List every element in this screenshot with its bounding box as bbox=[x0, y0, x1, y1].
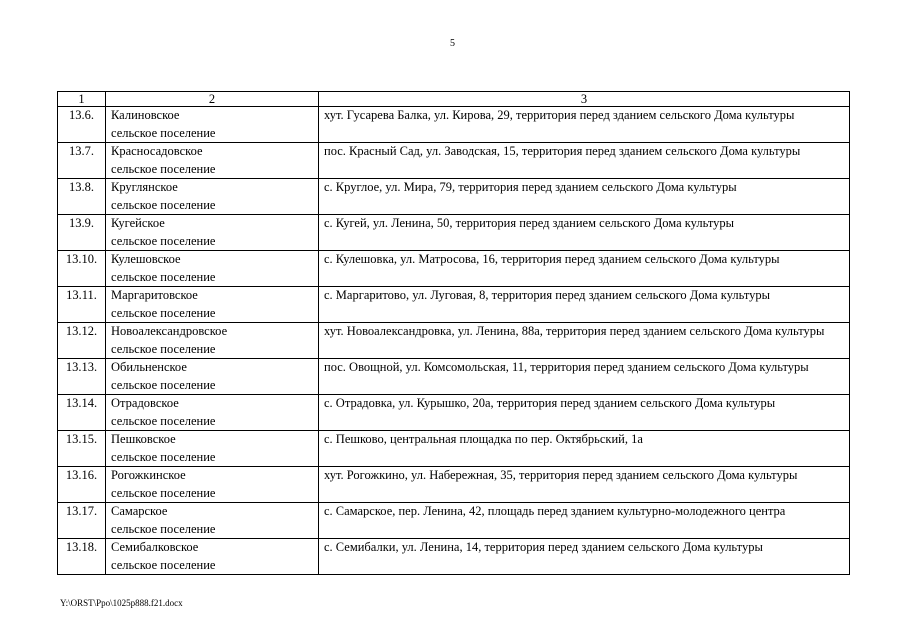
settlement-type: сельское поселение bbox=[111, 377, 216, 392]
settlement-name: Калиновское bbox=[111, 108, 180, 122]
row-number: 13.10. bbox=[58, 251, 106, 287]
row-number: 13.8. bbox=[58, 179, 106, 215]
settlement-cell bbox=[106, 251, 319, 287]
settlement-type: сельское поселение bbox=[111, 341, 216, 356]
address-cell: пос. Овощной, ул. Комсомольская, 11, территория перед зданием сельского Дома культуры bbox=[319, 359, 850, 395]
address-cell: с. Отрадовка, ул. Курышко, 20а, территория перед зданием сельского Дома культуры bbox=[319, 395, 850, 431]
address-cell: хут. Новоалександровка, ул. Ленина, 88а, территория перед зданием сельского Дома культуры bbox=[319, 323, 850, 359]
settlement-name: Обильненское bbox=[111, 360, 187, 374]
settlement-name: Семибалковское bbox=[111, 540, 199, 554]
column-header-address: 3 bbox=[319, 92, 850, 107]
column-header-settlement: 2 bbox=[106, 92, 319, 107]
row-number: 13.18. bbox=[58, 539, 106, 575]
address-cell: с. Пешково, центральная площадка по пер. Октябрьский, 1а bbox=[319, 431, 850, 467]
settlement-type: сельское поселение bbox=[111, 269, 216, 284]
row-number: 13.11. bbox=[58, 287, 106, 323]
settlement-cell bbox=[106, 143, 319, 179]
address-cell: с. Кугей, ул. Ленина, 50, территория перед зданием сельского Дома культуры bbox=[319, 215, 850, 251]
row-number: 13.7. bbox=[58, 143, 106, 179]
settlement-cell bbox=[106, 107, 319, 143]
address-cell: с. Семибалки, ул. Ленина, 14, территория перед зданием сельского Дома культуры bbox=[319, 539, 850, 575]
settlement-name: Красносадовское bbox=[111, 144, 203, 158]
table-row bbox=[58, 323, 850, 359]
settlement-name: Новоалександровское bbox=[111, 324, 228, 338]
table-row bbox=[58, 287, 850, 323]
table-row bbox=[58, 395, 850, 431]
settlement-type: сельское поселение bbox=[111, 449, 216, 464]
address-cell: с. Кулешовка, ул. Матросова, 16, территория перед зданием сельского Дома культуры bbox=[319, 251, 850, 287]
document-path: Y:\ORST\Ppo\1025p888.f21.docx bbox=[60, 598, 183, 608]
table-row bbox=[58, 539, 850, 575]
address-cell: хут. Рогожкино, ул. Набережная, 35, территория перед зданием сельского Дома культуры bbox=[319, 467, 850, 503]
table-body bbox=[58, 107, 850, 575]
settlement-cell bbox=[106, 467, 319, 503]
settlement-cell bbox=[106, 215, 319, 251]
address-cell: с. Круглое, ул. Мира, 79, территория перед зданием сельского Дома культуры bbox=[319, 179, 850, 215]
settlement-name: Самарское bbox=[111, 504, 168, 518]
settlement-type: сельское поселение bbox=[111, 125, 216, 140]
settlement-name: Пешковское bbox=[111, 432, 176, 446]
row-number: 13.6. bbox=[58, 107, 106, 143]
settlement-type: сельское поселение bbox=[111, 197, 216, 212]
row-number: 13.16. bbox=[58, 467, 106, 503]
table-row bbox=[58, 467, 850, 503]
settlement-name: Кулешовское bbox=[111, 252, 181, 266]
table-row bbox=[58, 503, 850, 539]
table-row bbox=[58, 359, 850, 395]
row-number: 13.14. bbox=[58, 395, 106, 431]
settlement-cell bbox=[106, 539, 319, 575]
settlement-type: сельское поселение bbox=[111, 521, 216, 536]
table-row bbox=[58, 431, 850, 467]
address-cell: хут. Гусарева Балка, ул. Кирова, 29, территория перед зданием сельского Дома культуры bbox=[319, 107, 850, 143]
settlement-type: сельское поселение bbox=[111, 233, 216, 248]
settlement-name: Маргаритовское bbox=[111, 288, 198, 302]
settlement-type: сельское поселение bbox=[111, 305, 216, 320]
settlement-name: Рогожкинское bbox=[111, 468, 186, 482]
row-number: 13.13. bbox=[58, 359, 106, 395]
settlement-cell bbox=[106, 179, 319, 215]
address-cell: с. Самарское, пер. Ленина, 42, площадь перед зданием культурно-молодежного центра bbox=[319, 503, 850, 539]
row-number: 13.9. bbox=[58, 215, 106, 251]
row-number: 13.15. bbox=[58, 431, 106, 467]
settlement-cell bbox=[106, 323, 319, 359]
settlement-cell bbox=[106, 431, 319, 467]
page-number: 5 bbox=[450, 38, 455, 49]
settlement-type: сельское поселение bbox=[111, 485, 216, 500]
table-row bbox=[58, 107, 850, 143]
settlement-cell bbox=[106, 287, 319, 323]
address-cell: с. Маргаритово, ул. Луговая, 8, территория перед зданием сельского Дома культуры bbox=[319, 287, 850, 323]
row-number: 13.12. bbox=[58, 323, 106, 359]
row-number: 13.17. bbox=[58, 503, 106, 539]
column-header-number: 1 bbox=[58, 92, 106, 107]
address-cell: пос. Красный Сад, ул. Заводская, 15, территория перед зданием сельского Дома культуры bbox=[319, 143, 850, 179]
settlement-name: Кугейское bbox=[111, 216, 165, 230]
settlement-cell bbox=[106, 395, 319, 431]
settlement-cell bbox=[106, 503, 319, 539]
settlement-type: сельское поселение bbox=[111, 413, 216, 428]
table-row bbox=[58, 143, 850, 179]
table-row bbox=[58, 179, 850, 215]
settlement-name: Отрадовское bbox=[111, 396, 179, 410]
settlement-cell bbox=[106, 359, 319, 395]
settlement-name: Круглянское bbox=[111, 180, 178, 194]
settlement-type: сельское поселение bbox=[111, 161, 216, 176]
settlement-type: сельское поселение bbox=[111, 557, 216, 572]
table-row bbox=[58, 215, 850, 251]
table-row bbox=[58, 251, 850, 287]
table-header-row bbox=[58, 92, 850, 107]
locations-table bbox=[57, 91, 850, 575]
